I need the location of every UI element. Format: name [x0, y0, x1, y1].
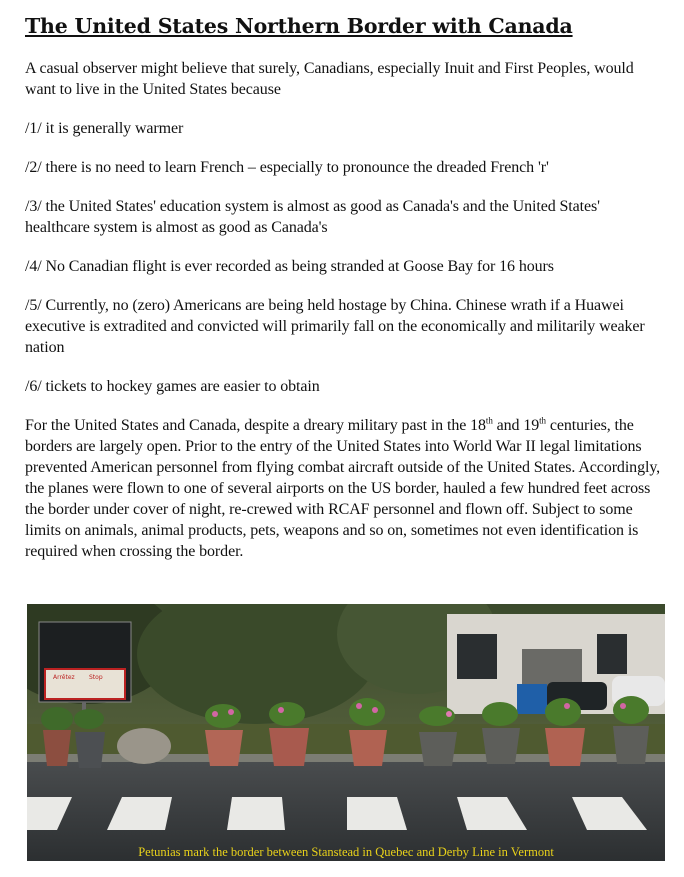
border-photo-illustration: [27, 604, 665, 861]
point-4: /4/ No Canadian flight is ever recorded as being stranded at Goose Bay for 16 hours: [25, 258, 554, 275]
sign-stop-fr: Arrêtez: [53, 674, 75, 681]
document-page: [25, 14, 665, 562]
document-title: The United States Northern Border with Canada: [25, 14, 573, 38]
point-6: /6/ tickets to hockey games are easier to obtain: [25, 378, 320, 395]
border-photo: [27, 604, 665, 861]
point-5: /5/ Currently, no (zero) Americans are being held hostage by China. Chinese wrath if a Huawei executive is extradited and convicted will primarily fall on the economically and militarily weaker nation: [25, 297, 645, 356]
boulder: [117, 728, 171, 764]
point-1: /1/ it is generally warmer: [25, 120, 184, 137]
photo-caption: Petunias mark the border between Stanstead in Quebec and Derby Line in Vermont: [138, 845, 554, 859]
point-3: /3/ the United States' education system is almost as good as Canada's and the United States' healthcare system is almost as good as Canada's: [25, 198, 600, 236]
intro-paragraph: A casual observer might believe that surely, Canadians, especially Inuit and First Peoples, would want to live in the United States because: [25, 60, 634, 98]
sign-stop-en: Stop: [89, 674, 103, 681]
body-paragraph: For the United States and Canada, despite a dreary military past in the 18th and 19th centuries, the borders are largely open. Prior to the entry of the United States into World War II legal limitations prevented American personnel from flying combat aircraft outside of the United States. Accordingly, the planes were flown to one of several airports on the US border, hauled a few hundred feet across the border under cover of night, re-crewed with RCAF personnel and flown off. Subject to some limits on animals, animal products, pets, weapons and so on, sometimes not even identification is required when crossing the border.: [25, 415, 661, 560]
point-2: /2/ there is no need to learn French – especially to pronounce the dreaded French 'r': [25, 159, 549, 176]
